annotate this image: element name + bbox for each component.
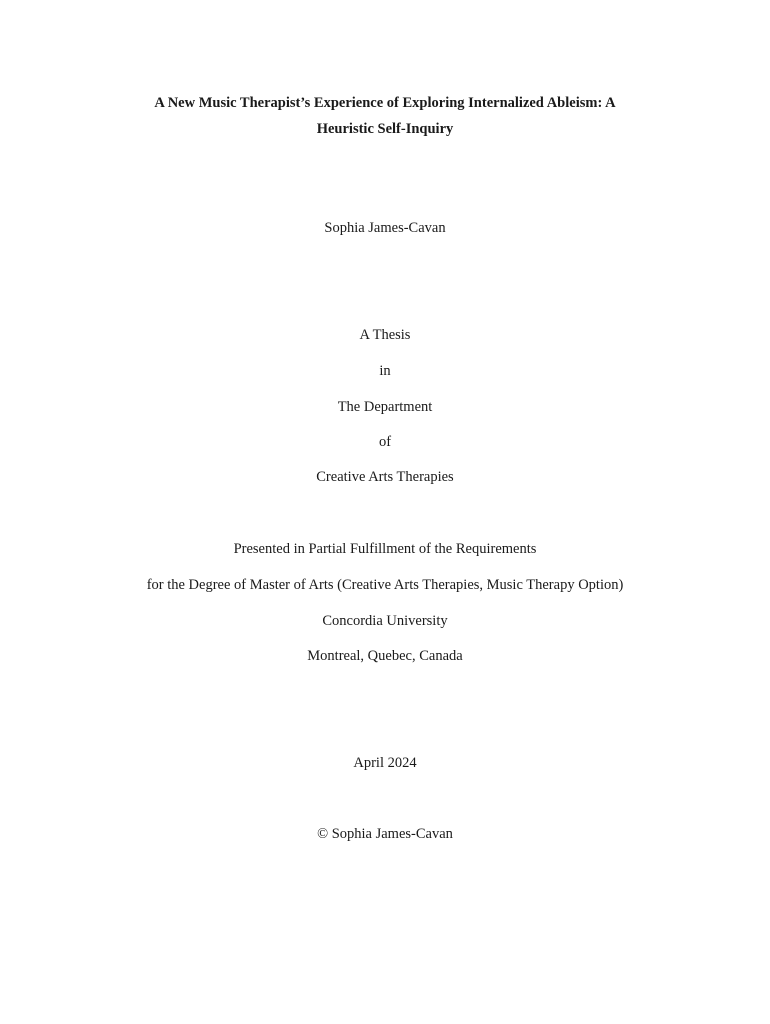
thesis-label: A Thesis <box>359 327 411 343</box>
location: Montreal, Quebec, Canada <box>307 648 463 664</box>
presented-line: Presented in Partial Fulfillment of the Requirements <box>233 541 537 557</box>
department-label: The Department <box>337 399 433 415</box>
department-name: Creative Arts Therapies <box>316 469 454 485</box>
date: April 2024 <box>353 755 417 771</box>
university-name: Concordia University <box>322 613 448 629</box>
in-word: in <box>379 363 391 379</box>
title-line-1: A New Music Therapist’s Experience of Exploring Internalized Ableism: A <box>154 95 616 111</box>
copyright-line: © Sophia James-Cavan <box>317 826 453 842</box>
of-word: of <box>378 434 392 450</box>
author-name: Sophia James-Cavan <box>324 220 446 236</box>
degree-line: for the Degree of Master of Arts (Creative Arts Therapies, Music Therapy Option) <box>146 577 624 593</box>
title-line-2: Heuristic Self-Inquiry <box>316 121 454 137</box>
